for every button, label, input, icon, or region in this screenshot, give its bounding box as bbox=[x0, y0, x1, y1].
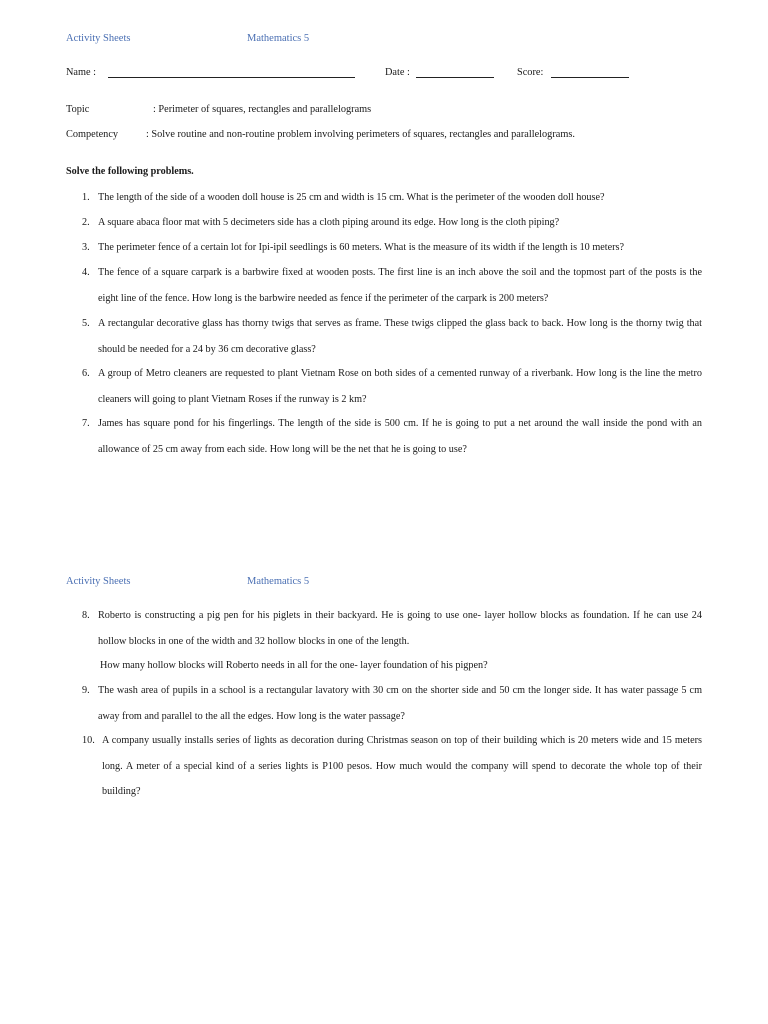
header-activity-sheets: Activity Sheets bbox=[66, 33, 131, 44]
problem-text: The perimeter fence of a certain lot for Ipi-ipil seedlings is 60 meters. What is the measure of its width if the length is 10 meters? bbox=[98, 242, 625, 253]
date-line bbox=[416, 77, 494, 78]
instructions: Solve the following problems. bbox=[66, 166, 194, 177]
problem-text: A company usually installs series of lights as decoration during Christmas season on top of their building which is 20 meters wide and 15 meters long. A meter of a special kind of a series lights is P100 pesos. How much would the company will spend to decorate the whole top of their building? bbox=[102, 735, 702, 797]
problem-text: A square abaca floor mat with 5 decimeters side has a cloth piping around its edge. How long is the cloth piping? bbox=[98, 217, 560, 228]
problem-number: 4. bbox=[82, 267, 90, 278]
problem-number: 3. bbox=[82, 242, 90, 253]
date-label: Date : bbox=[385, 67, 410, 78]
problem-text: A rectangular decorative glass has thorny twigs that serves as frame. These twigs clipped the glass back to back. How long is the thorny twig that should be needed for a 24 by 36 cm decorative glass? bbox=[98, 318, 702, 355]
problem-number: 6. bbox=[82, 368, 90, 379]
score-line bbox=[551, 77, 629, 78]
name-line bbox=[108, 77, 355, 78]
problem-number: 2. bbox=[82, 217, 90, 228]
problem-text: A group of Metro cleaners are requested to plant Vietnam Rose on both sides of a cemented runway of a riverbank. How long is the line the metro cleaners will going to plant Vietnam Roses if the runway is 2 km? bbox=[98, 368, 702, 405]
problem-number: 9. bbox=[82, 685, 90, 696]
topic-value: : Perimeter of squares, rectangles and parallelograms bbox=[153, 104, 372, 115]
header-activity-sheets-2: Activity Sheets bbox=[66, 576, 131, 587]
problem-number: 8. bbox=[82, 610, 90, 621]
problem-text: Roberto is constructing a pig pen for his piglets in their backyard. He is going to use one- layer hollow blocks as foundation. If he can use 24 hollow blocks in one of the width and 32 hollow blocks in one of the length. bbox=[98, 610, 702, 647]
problem-number: 10. bbox=[82, 735, 95, 746]
problem-text: The fence of a square carpark is a barbwire fixed at wooden posts. The first line is an inch above the soil and the topmost part of the posts is the eight line of the fence. How long is the barbwire needed as fence if the perimeter of the carpark is 200 meters? bbox=[98, 267, 702, 304]
competency-label: Competency bbox=[66, 129, 119, 140]
problem-number: 7. bbox=[82, 418, 90, 429]
score-label: Score: bbox=[517, 67, 544, 78]
problem-text: The length of the side of a wooden doll house is 25 cm and width is 15 cm. What is the perimeter of the wooden doll house? bbox=[98, 192, 605, 203]
problem-text: The wash area of pupils in a school is a rectangular lavatory with 30 cm on the shorter side and 50 cm the longer side. It has water passage 5 cm away from and parallel to the all the edges. How long is the water passage? bbox=[98, 685, 702, 722]
topic-label: Topic bbox=[66, 104, 90, 115]
header-subject: Mathematics 5 bbox=[247, 33, 310, 44]
competency-value: : Solve routine and non-routine problem involving perimeters of squares, rectangles and parallelograms. bbox=[146, 129, 575, 140]
problem-text-extra: How many hollow blocks will Roberto needs in all for the one- layer foundation of his pigpen? bbox=[100, 660, 488, 671]
name-label: Name : bbox=[66, 67, 97, 78]
header-subject-2: Mathematics 5 bbox=[247, 576, 310, 587]
problem-number: 1. bbox=[82, 192, 90, 203]
problem-number: 5. bbox=[82, 318, 90, 329]
problem-text: James has square pond for his fingerlings. The length of the side is 500 cm. If he is going to put a net around the wall inside the pond with an allowance of 25 cm away from each side. How long will be the net that he is going to use? bbox=[98, 418, 702, 455]
